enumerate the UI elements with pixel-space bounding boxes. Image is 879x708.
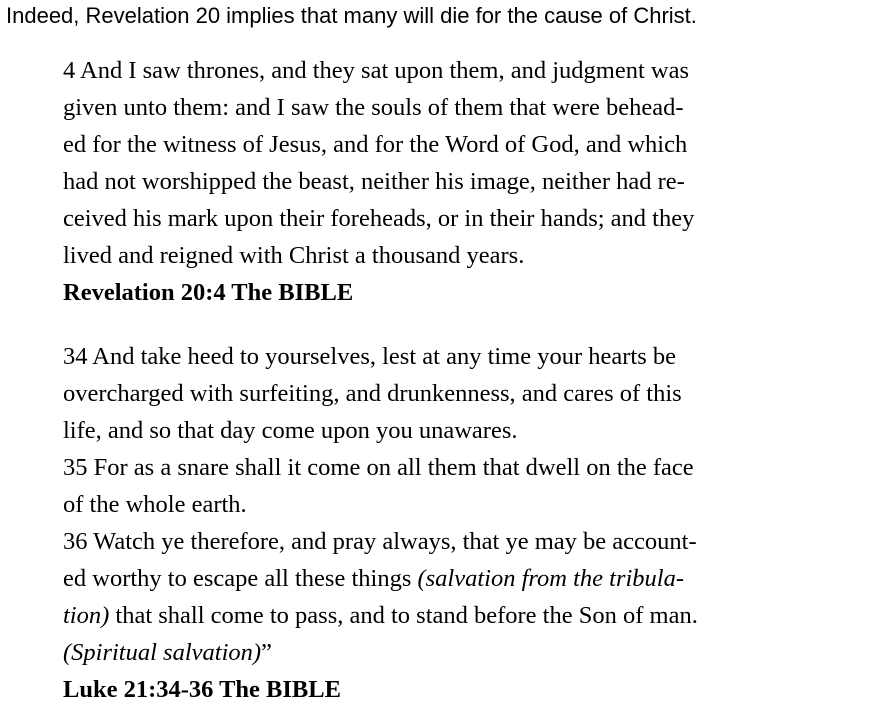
verse-text: ed worthy to escape all these things (63, 565, 418, 592)
verse-line: given unto them: and I saw the souls of them that were behead- (63, 94, 684, 121)
luke-reference: Luke 21:34-36 The BIBLE (63, 676, 341, 703)
closing-quote: ” (261, 639, 272, 666)
verse-line: had not worshipped the beast, neither his image, neither had re- (63, 168, 685, 195)
verse-line: 4 And I saw thrones, and they sat upon them, and judgment was (63, 57, 690, 84)
verse-line (63, 597, 863, 634)
verse-line: overcharged with surfeiting, and drunkenness, and cares of this (63, 380, 682, 407)
verse-line (63, 634, 863, 671)
verse-line: ed for the witness of Jesus, and for the Word of God, and which (63, 131, 688, 158)
verse-line: life, and so that day come upon you unawares. (63, 417, 518, 444)
italic-annotation: tion) (63, 602, 110, 629)
luke-quote (63, 338, 863, 708)
verse-line (63, 560, 863, 597)
italic-annotation: (salvation from the tribula- (417, 565, 685, 592)
verse-text: that shall come to pass, and to stand before the Son of man. (109, 602, 698, 629)
verse-line: 36 Watch ye therefore, and pray always, that ye may be account- (63, 528, 697, 555)
verse-line: 34 And take heed to yourselves, lest at any time your hearts be (63, 343, 677, 370)
revelation-reference: Revelation 20:4 The BIBLE (63, 279, 354, 306)
revelation-quote (63, 52, 863, 311)
verse-line: lived and reigned with Christ a thousand years. (63, 242, 525, 269)
verse-line: ceived his mark upon their foreheads, or in their hands; and they (63, 205, 695, 232)
intro-paragraph: Indeed, Revelation 20 implies that many will die for the cause of Christ. (6, 3, 697, 28)
verse-line: 35 For as a snare shall it come on all them that dwell on the face (63, 454, 694, 481)
italic-annotation: (Spiritual salvation) (63, 639, 262, 666)
verse-line: of the whole earth. (63, 491, 247, 518)
